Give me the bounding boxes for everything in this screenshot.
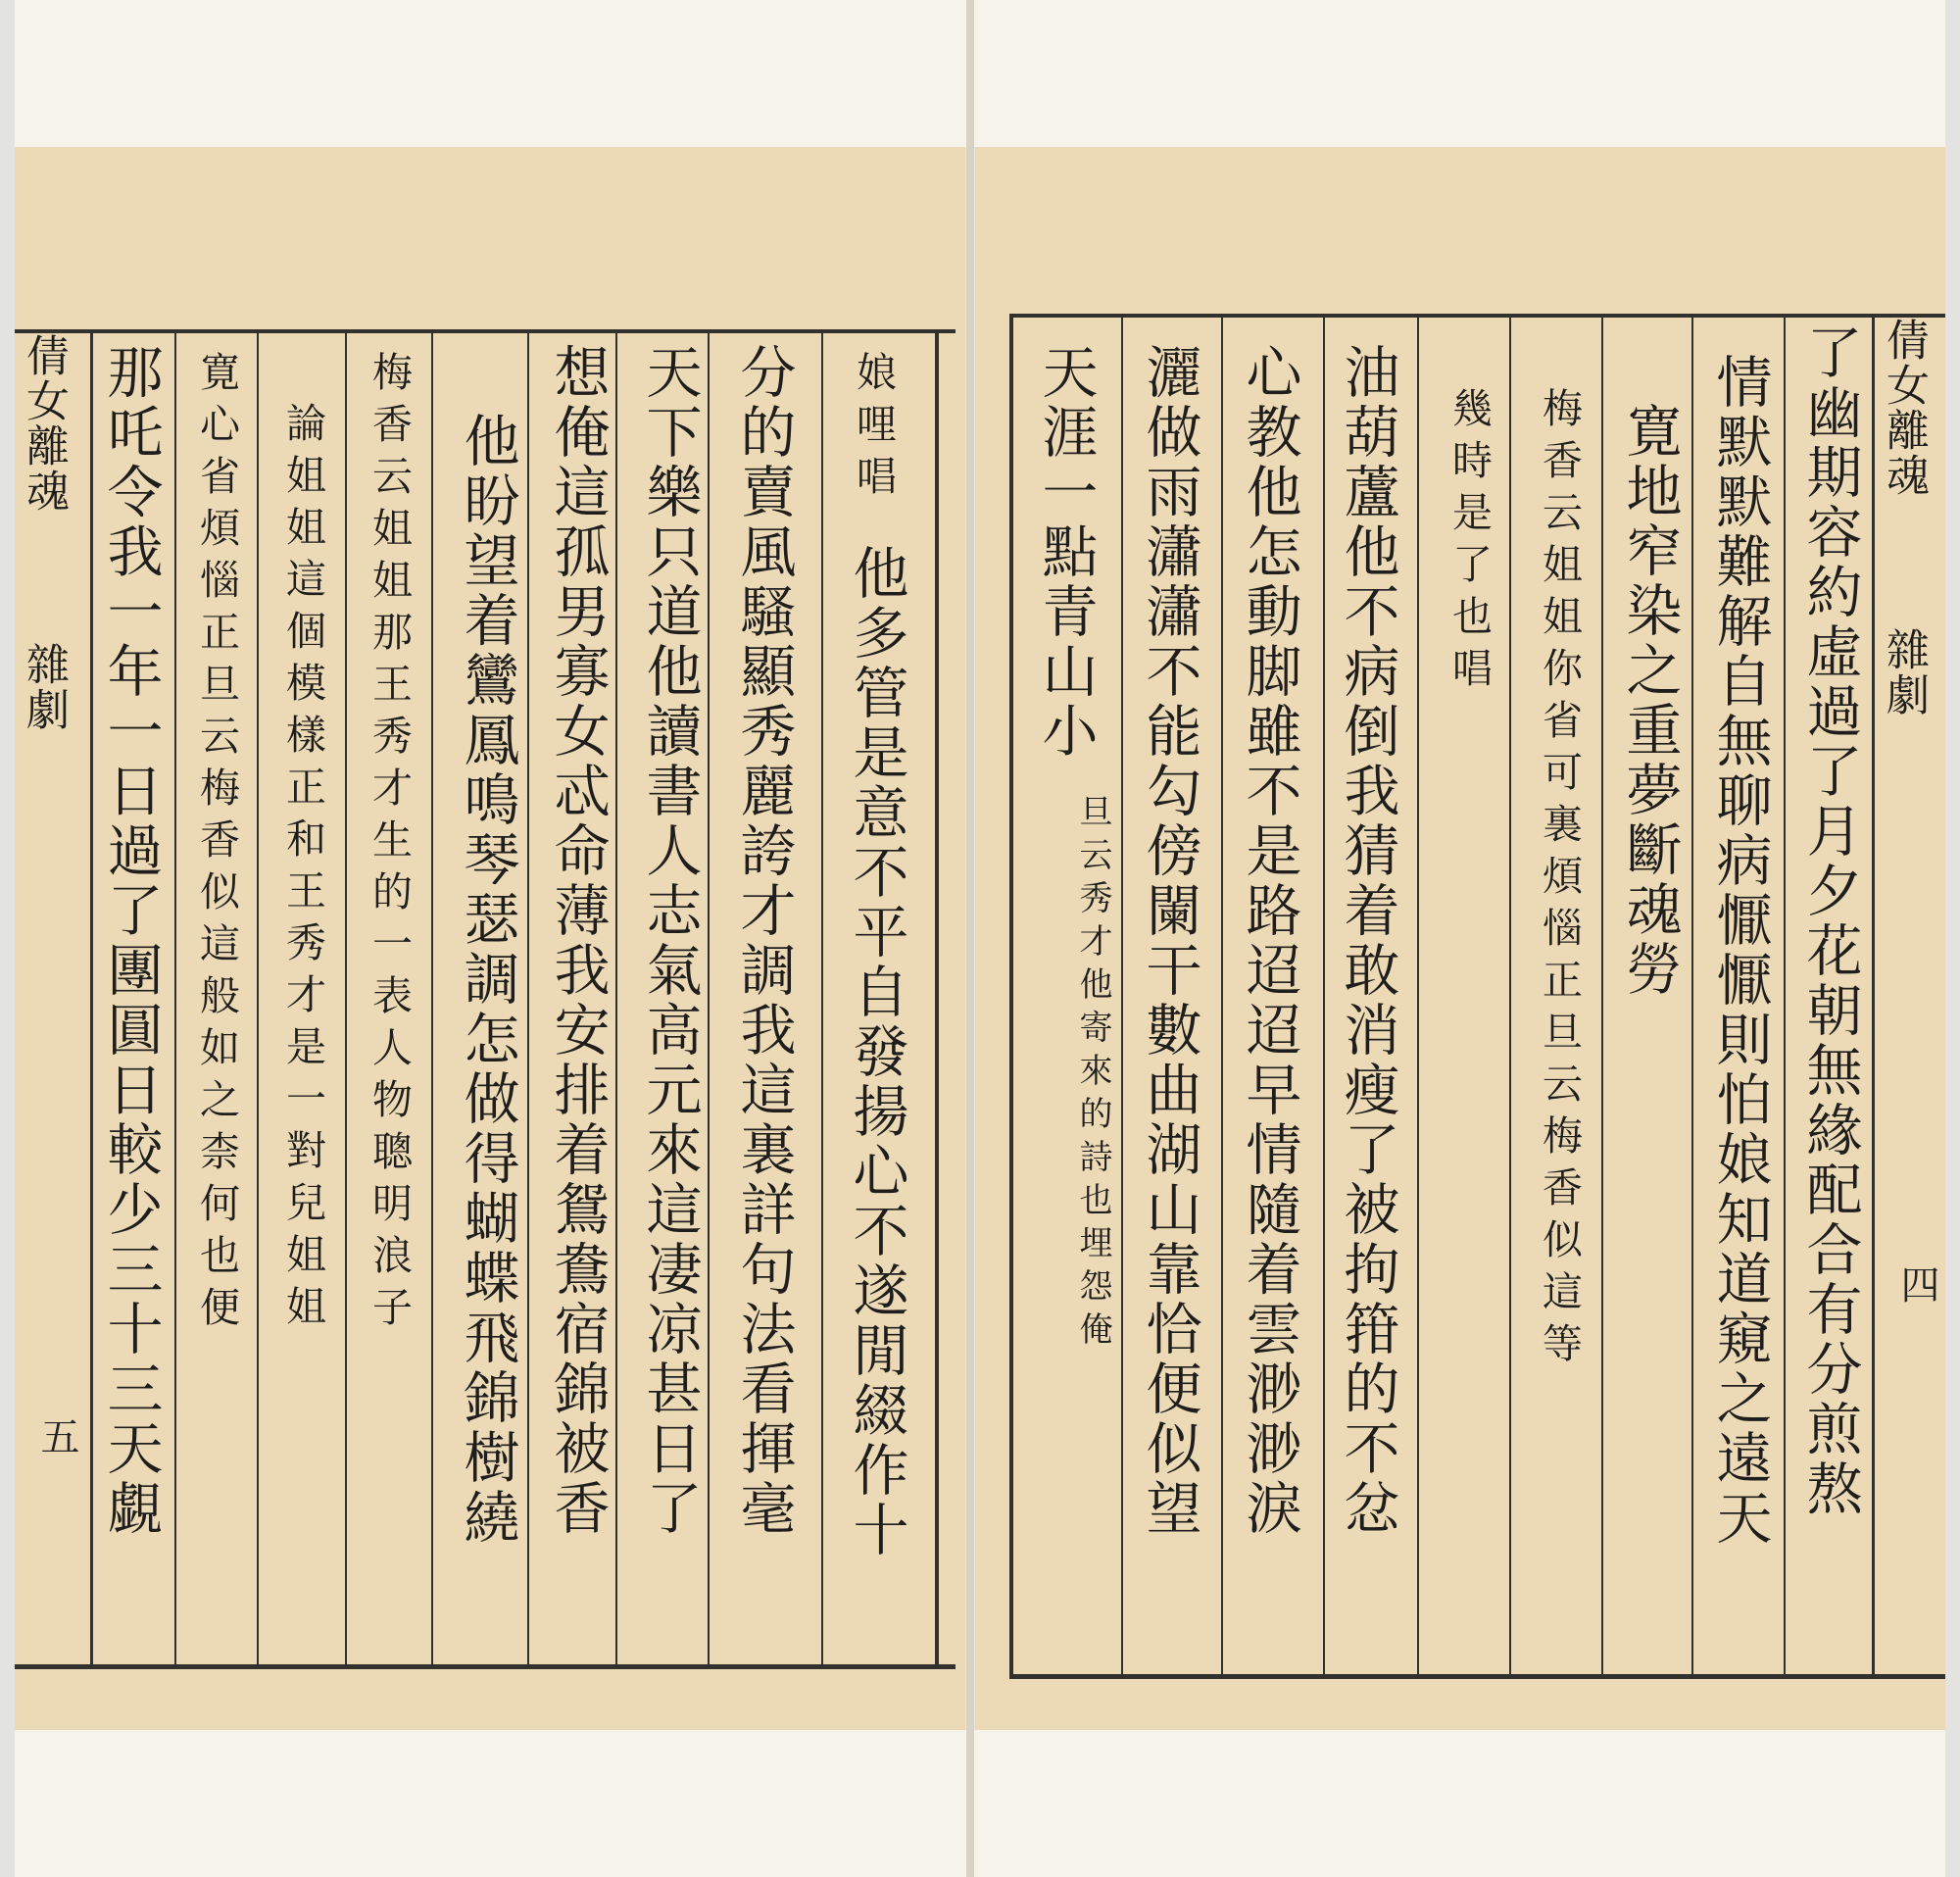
text-column: 情默默難解自無聊病懨懨則怕娘知道窺之遠天: [1707, 353, 1772, 1549]
text-column: 分的賣風騷顯秀麗誇才調我這裏詳句法看揮毫: [731, 343, 796, 1539]
col-rule: [257, 333, 259, 1666]
col-rule: [345, 333, 347, 1666]
col-rule: [1323, 318, 1325, 1674]
col-rule: [1691, 318, 1693, 1674]
book-gutter: [966, 0, 974, 1877]
text-column: 想俺這孤男寡女忒命薄我安排着鴛鴦宿錦被香: [545, 343, 610, 1539]
text-column: 論姐姐這個模樣正和王秀才是一對兒姐姐: [279, 402, 326, 1337]
top-page-edge: [15, 0, 1945, 147]
text-column: 寛心省煩惱正旦云梅香似這般如之柰何也便: [193, 351, 240, 1338]
col-rule: [527, 333, 529, 1666]
col-rule: [1121, 318, 1123, 1674]
text-column: 天下樂只道他讀書人志氣高元來這凄凉甚日了: [637, 343, 702, 1539]
col-rule: [1601, 318, 1603, 1674]
right-margin-header-sub: 雜劇: [1879, 627, 1929, 717]
text-column: 了幽期容約虛過了月夕花朝無緣配合有分煎熬: [1797, 323, 1862, 1519]
left-frame-bottom: [15, 1664, 956, 1669]
col-rule: [821, 333, 823, 1666]
col-rule: [1417, 318, 1419, 1674]
text-column: 油葫蘆他不病倒我猜着敢消瘦了被拘箝的不忿: [1335, 343, 1399, 1539]
col-rule: [1509, 318, 1511, 1674]
right-frame-bottom: [1009, 1674, 1945, 1679]
text-column: 那吒令我一年一日過了團圓日較少三十三天覷: [98, 343, 163, 1539]
text-column: 梅香云姐姐你省可裏煩惱正旦云梅香似這等: [1536, 387, 1583, 1374]
left-margin-header-sub: 雜劇: [19, 642, 69, 732]
right-frame-left: [1009, 314, 1013, 1679]
text-column: 天涯一點青山小: [1033, 343, 1098, 762]
text-column: 他盼望着鸞鳳鳴琴瑟調怎做得蝴蝶飛錦樹繞: [455, 412, 519, 1548]
left-frame-top: [15, 329, 956, 333]
col-rule: [1221, 318, 1223, 1674]
right-margin-header: 倩女離魂: [1879, 318, 1929, 498]
col-rule: [431, 333, 433, 1666]
left-margin-header: 倩女離魂: [19, 333, 69, 514]
left-page-number: 五: [34, 1416, 79, 1456]
bottom-page-edge: [15, 1730, 1945, 1877]
col-rule: [1784, 318, 1786, 1674]
text-column: 灑做雨瀟瀟不能勾傍闌干數曲湖山靠恰便似望: [1137, 343, 1201, 1539]
left-frame-right: [935, 329, 939, 1669]
col-rule: [174, 333, 176, 1666]
text-column: 娘哩唱: [850, 351, 897, 507]
text-column: 旦云秀才他寄來的詩也埋怨俺: [1073, 794, 1112, 1355]
left-margin-rule: [90, 329, 93, 1669]
right-frame-top: [1009, 314, 1945, 318]
right-margin-rule: [1872, 314, 1875, 1679]
col-rule: [708, 333, 710, 1666]
text-column: 他多管是意不平自發揚心不遂閒綴作十: [844, 544, 908, 1560]
text-column: 寛地窄染之重夢斷魂勞: [1617, 402, 1682, 1000]
text-column: 幾時是了也唱: [1446, 387, 1493, 699]
text-column: 梅香云姐姐那王秀才生的一表人物聰明浪子: [366, 351, 413, 1338]
col-rule: [615, 333, 617, 1666]
right-page-number: 四: [1894, 1264, 1939, 1304]
text-column: 心教他怎動脚雖不是路迢迢早情隨着雲渺渺淚: [1237, 343, 1301, 1539]
